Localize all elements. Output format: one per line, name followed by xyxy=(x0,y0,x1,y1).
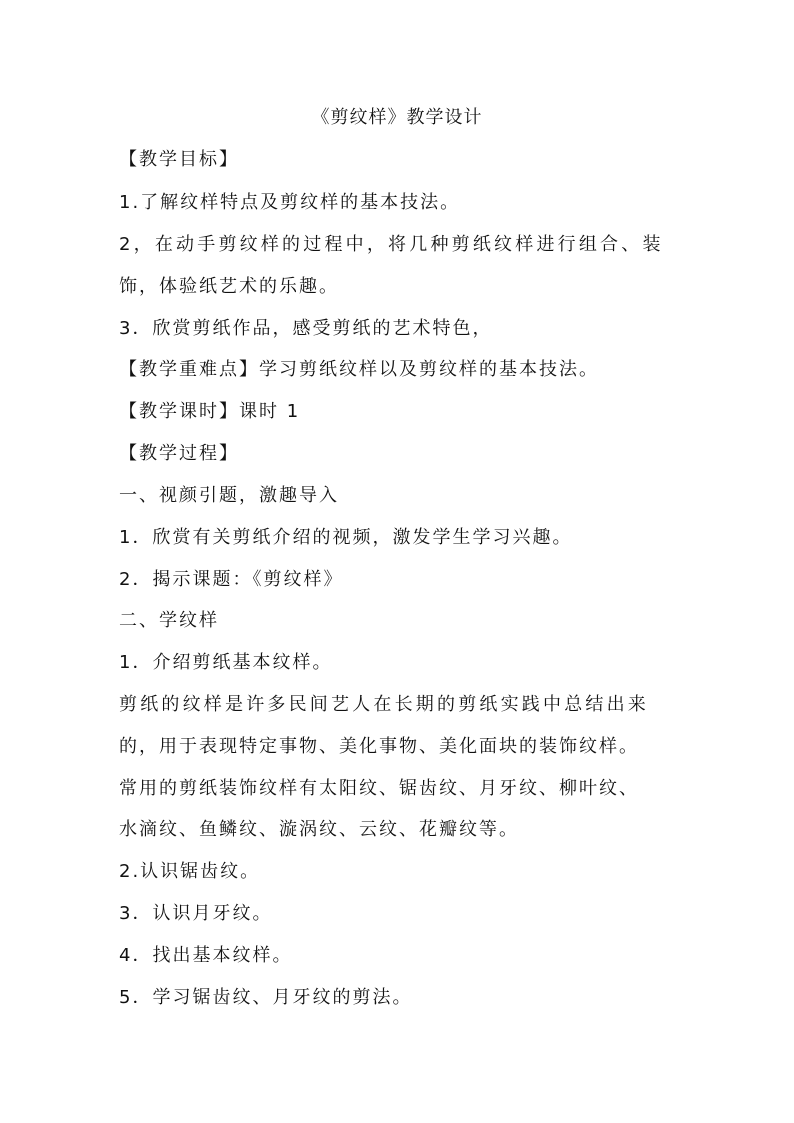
objective-3: 3．欣赏剪纸作品，感受剪纸的艺术特色， xyxy=(119,318,493,339)
process-part-1-heading: 一、视颜引题，激趣导入 xyxy=(119,485,339,506)
lesson-hours: 【教学课时】课时 1 xyxy=(119,401,301,422)
process-part-2-step-2: 2.认识锯齿纹。 xyxy=(119,861,261,882)
paragraph-line-2: 的，用于表现特定事物、美化事物、美化面块的装饰纹样。 xyxy=(119,736,639,757)
paragraph-line-3: 常用的剪纸装饰纹样有太阳纹、锯齿纹、月牙纹、柳叶纹、 xyxy=(119,778,639,799)
process-part-2-heading: 二、学纹样 xyxy=(119,610,219,631)
process-part-2-step-5: 5．学习锯齿纹、月牙纹的剪法。 xyxy=(119,987,413,1008)
process-part-2-step-1: 1．介绍剪纸基本纹样。 xyxy=(119,652,333,673)
objective-1: 1.了解纹样特点及剪纹样的基本技法。 xyxy=(119,192,461,213)
objective-2-continued: 饰，体验纸艺术的乐趣。 xyxy=(119,276,339,297)
process-part-1-step-2: 2．揭示课题：《剪纹样》 xyxy=(119,569,344,590)
process-part-2-step-4: 4．找出基本纹样。 xyxy=(119,945,293,966)
document-title: 《剪纹样》教学设计 xyxy=(311,107,483,128)
paragraph-line-1: 剪纸的纹样是许多民间艺人在长期的剪纸实践中总结出来 xyxy=(119,694,649,715)
section-heading-process: 【教学过程】 xyxy=(119,443,239,464)
section-heading-objectives: 【教学目标】 xyxy=(119,149,239,170)
objective-2: 2，在动手剪纹样的过程中，将几种剪纸纹样进行组合、装 xyxy=(119,234,664,255)
key-points: 【教学重难点】学习剪纸纹样以及剪纹样的基本技法。 xyxy=(119,359,599,380)
paragraph-line-4: 水滴纹、鱼鳞纹、漩涡纹、云纹、花瓣纹等。 xyxy=(119,819,519,840)
process-part-1-step-1: 1．欣赏有关剪纸介绍的视频，激发学生学习兴趣。 xyxy=(119,527,573,548)
process-part-2-step-3: 3．认识月牙纹。 xyxy=(119,903,273,924)
